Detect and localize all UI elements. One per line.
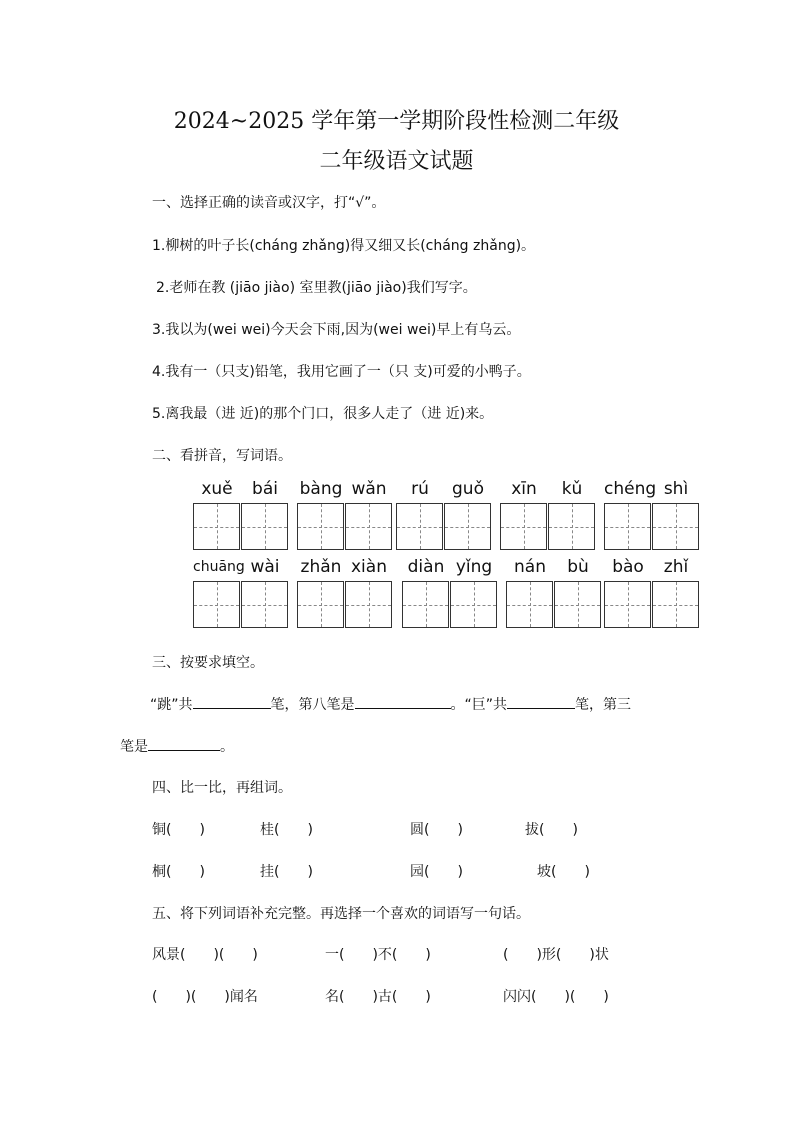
section5-heading: 五、将下列词语补充完整。再选择一个喜欢的词语写一句话。 [152,906,530,922]
writing-grid-box [241,581,288,628]
writing-grid-box [297,503,344,550]
section1-item-2: 2.老师在教 (jiāo jiào) 室里教(jiāo jiào)我们写字。 [156,280,477,296]
idiom-item: ( )( )闻名 [152,989,258,1005]
compare-item: 圆( ) [410,822,463,838]
pinyin: bái [252,479,278,499]
answer-blank[interactable] [507,694,575,709]
answer-blank[interactable] [193,694,271,709]
section3-line-1 [150,694,631,714]
pinyin: bù [567,557,589,577]
writing-grid-box [554,581,601,628]
pinyin: kǔ [561,479,583,499]
writing-grid-box [345,503,392,550]
compare-item: 挂( ) [260,864,313,880]
writing-grid-box [345,581,392,628]
writing-grid-box [652,503,699,550]
pinyin: zhǐ [663,557,689,577]
fill-text: 。“巨”共 [450,697,508,713]
section1-item-1: 1.柳树的叶子长(cháng zhǎng)得又细又长(cháng zhǎng)。 [152,238,536,254]
pinyin: wài [250,557,280,577]
idiom-item: 名( )古( ) [325,989,431,1005]
pinyin: diàn [407,557,445,577]
compare-item: 拔( ) [525,822,578,838]
fill-text: 笔是 [120,739,148,755]
writing-grid-box [604,581,651,628]
section1-item-4: 4.我有一（只支)铅笔，我用它画了一（只 支)可爱的小鸭子。 [152,364,531,380]
pinyin: shì [663,479,689,499]
writing-grid-box [402,581,449,628]
pinyin: chuāng [193,559,245,575]
writing-grid-box [241,503,288,550]
writing-grid-box [444,503,491,550]
pinyin: guǒ [452,479,484,499]
pinyin: yǐng [455,557,493,577]
idiom-item: ( )形( )状 [503,947,609,963]
compare-item: 铜( ) [152,822,205,838]
pinyin: bàng [299,479,343,499]
writing-grid-box [548,503,595,550]
writing-grid-box [297,581,344,628]
answer-blank[interactable] [355,694,451,709]
pinyin: wǎn [351,479,387,499]
section1-heading: 一、选择正确的读音或汉字，打“√”。 [152,195,386,211]
idiom-item: 一( )不( ) [325,947,431,963]
section3-line-2 [120,736,234,756]
writing-grid-box [506,581,553,628]
section1-item-3: 3.我以为(wei wei)今天会下雨,因为(wei wei)早上有乌云。 [152,322,521,338]
section3-heading: 三、按要求填空。 [152,655,264,671]
compare-item: 坡( ) [537,864,590,880]
pinyin: xuě [201,479,233,499]
writing-grid-box [500,503,547,550]
fill-text: 。 [220,739,234,755]
compare-item: 桂( ) [260,822,313,838]
pinyin: zhǎn [300,557,342,577]
pinyin: chéng [604,479,657,499]
pinyin: nán [514,557,546,577]
answer-blank[interactable] [148,736,220,751]
writing-grid-box [652,581,699,628]
compare-item: 园( ) [410,864,463,880]
fill-text: 笔，第八笔是 [270,697,355,713]
idiom-item: 闪闪( )( ) [503,989,609,1005]
compare-item: 桐( ) [152,864,205,880]
section1-item-5: 5.离我最（进 近)的那个门口，很多人走了（进 近)来。 [152,406,494,422]
section2-heading: 二、看拼音，写词语。 [152,448,292,464]
pinyin: rú [411,479,429,499]
pinyin: xīn [511,479,537,499]
title-line-1: 2024~2025 学年第一学期阶段性检测二年级 [173,109,620,134]
writing-grid-box [450,581,497,628]
fill-text: 笔，第三 [575,697,632,713]
writing-grid-box [604,503,651,550]
pinyin: bào [612,557,644,577]
pinyin: xiàn [351,557,387,577]
title-line-2: 二年级语文试题 [319,149,474,174]
writing-grid-box [193,503,240,550]
fill-text: “跳”共 [150,697,193,713]
writing-grid-box [396,503,443,550]
writing-grid-box [193,581,240,628]
section4-heading: 四、比一比，再组词。 [152,780,292,796]
idiom-item: 风景( )( ) [152,947,258,963]
